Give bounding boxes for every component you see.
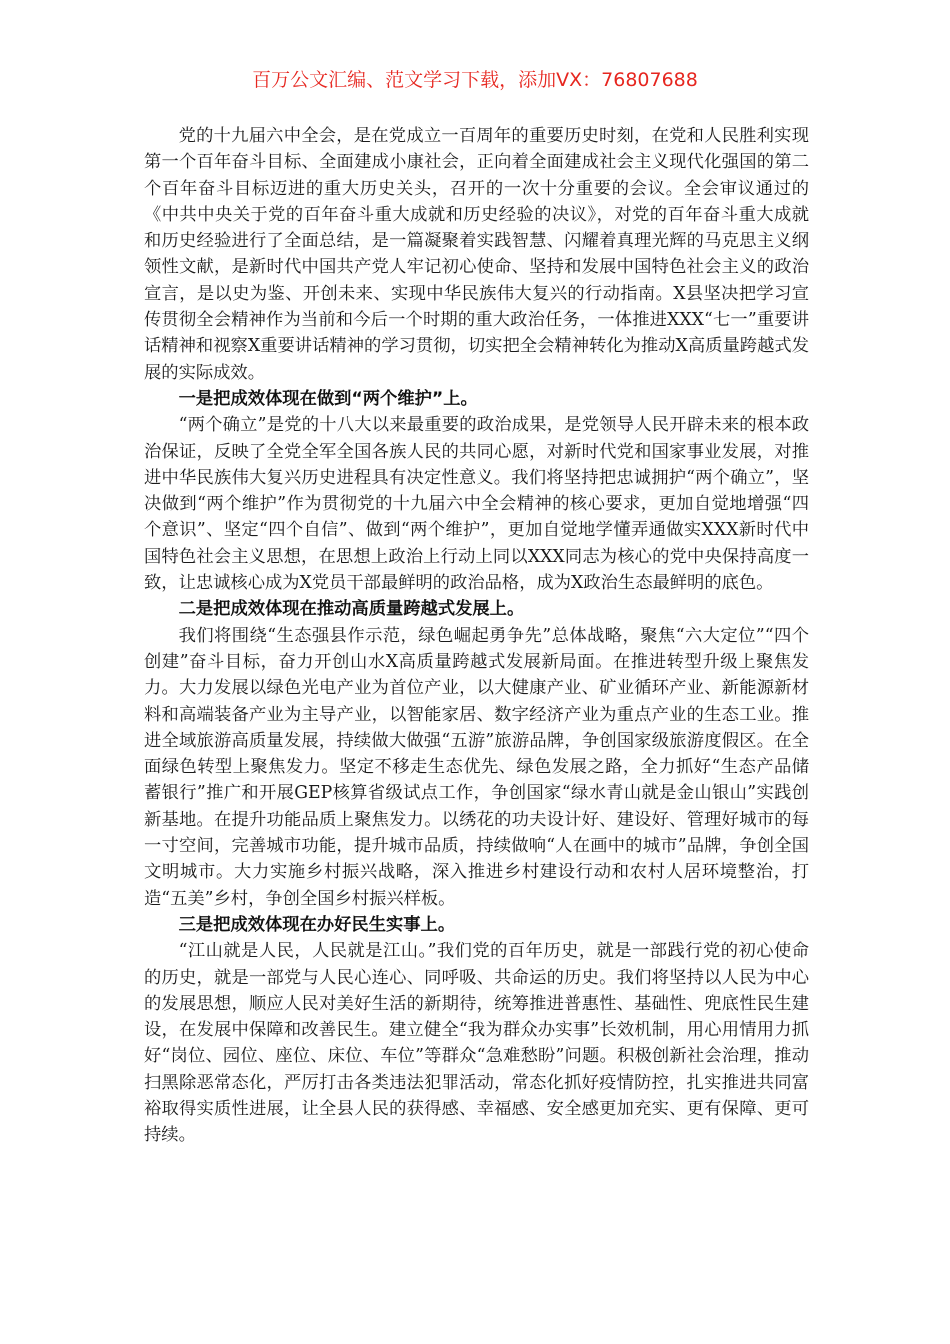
intro-paragraph: 党的十九届六中全会，是在党成立一百周年的重要历史时刻，在党和人民胜利实现第一个百年奋斗目标、全面建成小康社会，正向着全面建成社会主义现代化强国的第二个百年奋斗目标迈进的重大历史关头，召开的一次十分重要的会议。全会审议通过的《中共中央关于党的百年奋斗重大成就和历史经验的决议》，对党的百年奋斗重大成就和历史经验进行了全面总结，是一篇凝聚着实践智慧、闪耀着真理光辉的马克思主义纲领性文献，是新时代中国共产党人牢记初心使命、坚持和发展中国特色社会主义的政治宣言，是以史为鉴、开创未来、实现中华民族伟大复兴的行动指南。X县坚决把学习宣传贯彻全会精神作为当前和今后一个时期的重大政治任务，一体推进XXX“七一”重要讲话精神和视察X重要讲话精神的学习贯彻，切实把全会精神转化为推动X高质量跨越式发展的实际成效。: [144, 126, 809, 383]
section-3-paragraph: “江山就是人民，人民就是江山。”我们党的百年历史，就是一部践行党的初心使命的历史，就是一部党与人民心连心、同呼吸、共命运的历史。我们将坚持以人民为中心的发展思想，顺应人民对美好生活的新期待，统筹推进普惠性、基础性、兜底性民生建设，在发展中保障和改善民生。建立健全“我为群众办实事”长效机制，用心用情用力抓好“岗位、园位、座位、床位、车位”等群众“急难愁盼”问题。积极创新社会治理，推动扫黑除恶常态化，严厉打击各类违法犯罪活动，常态化抓好疫情防控，扎实推进共同富裕取得实质性进展，让全县人民的获得感、幸福感、安全感更加充实、更有保障、更可持续。: [144, 941, 809, 1146]
section-1-paragraph: “两个确立”是党的十八大以来最重要的政治成果，是党领导人民开辟未来的根本政治保证，反映了全党全军全国各族人民的共同心愿，对新时代党和国家事业发展，对推进中华民族伟大复兴历史进程具有决定性意义。我们将坚持把忠诚拥护“两个确立”，坚决做到“两个维护”作为贯彻党的十九届六中全会精神的核心要求，更加自觉地增强“四个意识”、坚定“四个自信”、做到“两个维护”，更加自觉地学懂弄通做实XXX新时代中国特色社会主义思想，在思想上政治上行动上同以XXX同志为核心的党中央保持高度一致，让忠诚核心成为X党员干部最鲜明的政治品格，成为X政治生态最鲜明的底色。: [144, 415, 809, 594]
section-3-heading: 三是把成效体现在办好民生实事上。: [178, 914, 456, 935]
document-body: [144, 123, 809, 1149]
section-1-heading: 一是把成效体现在做到“两个维护”上。: [178, 388, 478, 409]
section-2-paragraph: 我们将围绕“生态强县作示范，绿色崛起勇争先”总体战略，聚焦“六大定位”“四个创建”奋斗目标，奋力开创山水X高质量跨越式发展新局面。在推进转型升级上聚焦发力。大力发展以绿色光电产业为首位产业，以大健康产业、矿业循环产业、新能源新材料和高端装备产业为主导产业，以智能家居、数字经济产业为重点产业的生态工业。推进全域旅游高质量发展，持续做大做强“五游”旅游品牌，争创国家级旅游度假区。在全面绿色转型上聚焦发力。坚定不移走生态优先、绿色发展之路，全力抓好“生态产品储蓄银行”推广和开展GEP核算省级试点工作，争创国家“绿水青山就是金山银山”实践创新基地。在提升功能品质上聚焦发力。以绣花的功夫设计好、建设好、管理好城市的每一寸空间，完善城市功能，提升城市品质，持续做响“人在画中的城市”品牌，争创全国文明城市。大力实施乡村振兴战略，深入推进乡村建设行动和农村人居环境整治，打造“五美”乡村，争创全国乡村振兴样板。: [144, 625, 809, 909]
section-2-heading: 二是把成效体现在推动高质量跨越式发展上。: [178, 599, 525, 620]
download-banner: 百万公文汇编、范文学习下载，添加VX：76807688: [252, 69, 698, 91]
